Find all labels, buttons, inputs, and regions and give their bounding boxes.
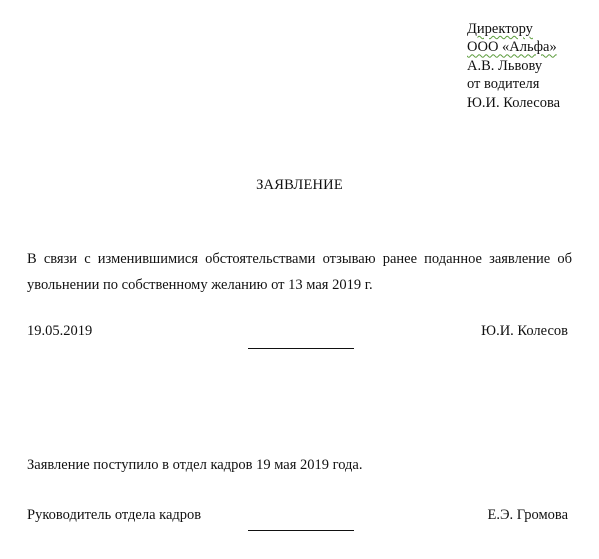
application-date: 19.05.2019 — [27, 323, 93, 339]
addressee-company — [467, 38, 560, 56]
signature-row — [27, 323, 568, 340]
body-word: заявление — [489, 251, 551, 267]
body-word: отзываю — [322, 251, 376, 267]
sender-position: от водителя — [467, 76, 540, 93]
hr-head-position: Руководитель отдела кадров — [27, 507, 202, 523]
addressee-position — [467, 20, 560, 38]
body-line-1 — [27, 246, 572, 272]
sender-name: Ю.И. Колесова — [467, 94, 561, 111]
body-line-2: увольнении по собственному желанию от 13 мая 2019 г. — [27, 277, 373, 293]
body-word: связи — [43, 251, 78, 267]
body-word: ранее — [382, 251, 418, 267]
body-word: обстоятельствами — [205, 251, 316, 267]
addressee-name: А.В. Львову — [467, 57, 543, 74]
hr-signature-row — [27, 507, 568, 524]
applicant-signature-line — [248, 348, 354, 349]
document-title: ЗАЯВЛЕНИЕ — [256, 177, 343, 193]
addressee-position-text: Директору — [467, 21, 533, 37]
body-word: поданное — [424, 251, 482, 267]
hr-head-name: Е.Э. Громова — [487, 507, 568, 523]
body-word: с — [84, 251, 91, 267]
body-word: изменившимися — [97, 251, 199, 267]
body-word: об — [557, 251, 572, 267]
body-word: В — [27, 251, 37, 267]
applicant-name: Ю.И. Колесов — [481, 323, 568, 339]
addressee-company-text: ООО «Альфа» — [467, 39, 557, 56]
application-body — [27, 246, 572, 298]
hr-signature-line — [248, 530, 354, 531]
hr-received-note: Заявление поступило в отдел кадров 19 мая 2019 года. — [27, 457, 363, 473]
addressee-block — [467, 20, 560, 112]
